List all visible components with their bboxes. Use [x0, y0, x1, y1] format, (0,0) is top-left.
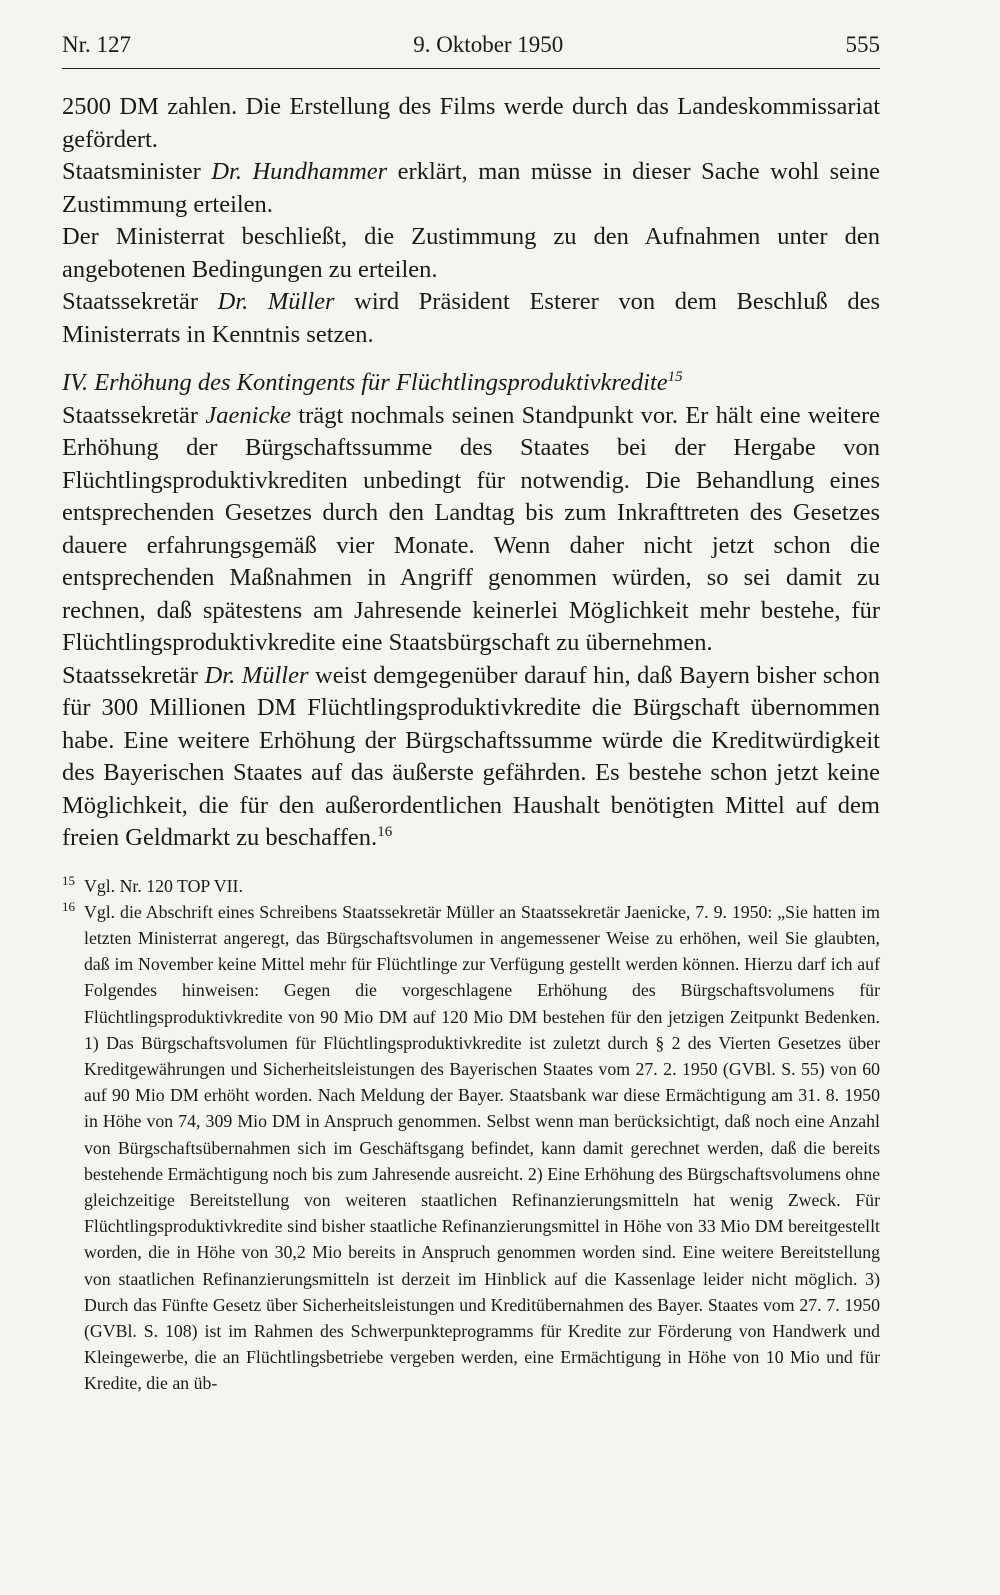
- footnote-ref-16: 16: [377, 823, 393, 840]
- speaker-name: Dr. Müller: [204, 661, 309, 689]
- paragraph-5-post: trägt nochmals seinen Standpunkt vor. Er hält eine weitere Erhöhung der Bürgschaftssumme des Staates bei der Hergabe von Flüchtlingsproduktivkrediten unbedingt für notwendig. Die Behandlung eines entsprechenden Gesetzes durch den Landtag bis zum Inkrafttreten des Gesetzes dauere erfahrungsgemäß vier Monate. Wenn daher nicht jetzt schon die entsprechenden Maßnahmen in Angriff genommen würden, so sei damit zu rechnen, daß spätestens am Jahresende keinerlei Möglichkeit mehr bestehe, für Flüchtlingsproduktivkredite eine Staatsbürgschaft zu übernehmen.: [62, 401, 881, 656]
- paragraph-1: 2500 DM zahlen. Die Erstellung des Films werde durch das Landeskommissariat gefördert.: [62, 93, 880, 153]
- paragraph-6-pre: Staatssekretär: [62, 661, 205, 689]
- footnote-text: Vgl. die Abschrift eines Schreibens Staatssekretär Müller an Staatssekretär Jaenicke, 7. 9. 1950: „Sie hatten im letzten Ministerrat angeregt, das Bürgschaftsvolumen in angemessener Weise zu erhöhen, weil Sie glaubten, daß im November keine Mittel mehr für Flüchtlinge zur Verfügung gestellt werden können. Hierzu darf ich auf Folgendes hinweisen: Gegen die vorgeschlagene Erhöhung des Bürgschaftsvolumens für Flüchtlingsproduktivkredite von 90 Mio DM auf 120 Mio DM bestehen für den jetzigen Zeitpunkt Bedenken. 1) Das Bürgschaftsvolumen für Flüchtlingsproduktivkredite ist zuletzt durch § 2 des Vierten Gesetzes über Kreditgewährungen und Sicherheitsleistungen des Bayerischen Staates vom 27. 2. 1950 (GVBl. S. 55) von 60 auf 90 Mio DM erhöht worden. Nach Meldung der Bayer. Staatsbank war diese Ermächtigung am 31. 8. 1950 in Höhe von 74, 309 Mio DM in Anspruch genommen. Selbst wenn man berücksichtigt, daß noch eine Anzahl von Bürgschaftsübernahmen sich im Geschäftsgang befindet, kann damit gerechnet werden, daß die bereits bestehende Ermächtigung noch bis zum Jahresende ausreicht. 2) Eine Erhöhung des Bürgschaftsvolumens ohne gleichzeitige Bereitstellung von weiteren staatlichen Refinanzierungsmitteln hat wenig Zweck. Für Flüchtlingsproduktivkredite sind bisher staatliche Refinanzierungsmittel in Höhe von 33 Mio DM bereitgestellt worden, die in Höhe von 30,2 Mio bereits in Anspruch genommen worden sind. Eine weitere Bereitstellung von staatlichen Refinanzierungsmitteln ist derzeit im Hinblick auf die Kassenlage leider nicht möglich. 3) Durch das Fünfte Gesetz über Sicherheitsleistungen und Kreditübernahmen des Bayer. Staates vom 27. 7. 1950 (GVBl. S. 108) ist im Rahmen des Schwerpunkteprogramms für Kredite zur Förderung von Handwerk und Kleingewerbe, die an Flüchtlingsbetriebe vergeben werden, eine Ermächtigung in Höhe von 10 Mio und für Kredite, die an üb-: [84, 901, 880, 1394]
- footnote-number: 15: [62, 872, 75, 888]
- main-text: [62, 91, 880, 855]
- speaker-name: Dr. Müller: [217, 288, 335, 315]
- paragraph-6-post: weist demgegenüber darauf hin, daß Bayern bisher schon für 300 Millionen DM Flüchtlingsproduktivkredite die Bürgschaft übernommen habe. Eine weitere Erhöhung der Bürgschaftssumme würde die Kreditwürdigkeit des Bayerischen Staates auf das äußerste gefährden. Es bestehe schon jetzt keine Möglichkeit, die für den außerordentlichen Haushalt benötigten Mittel auf dem freien Geldmarkt zu beschaffen.: [62, 661, 880, 851]
- paragraph-4: [62, 286, 880, 351]
- footnote-16: [62, 899, 880, 1397]
- paragraph-2-pre: Staatsminister: [62, 158, 212, 185]
- paragraph-4-pre: Staatssekretär: [62, 288, 218, 315]
- paragraph-4-post: wird Präsident Esterer von dem Beschluß des Ministerrats in Kenntnis setzen.: [62, 288, 880, 348]
- running-head: [62, 30, 880, 69]
- footnotes: [62, 873, 880, 1397]
- paragraph-2: [62, 156, 880, 221]
- paragraph-3: Der Ministerrat beschließt, die Zustimmung zu den Aufnahmen unter den angebotenen Bedingungen zu erteilen.: [62, 223, 880, 283]
- speaker-name: Jaenicke: [205, 401, 292, 429]
- footnote-number: 16: [62, 898, 75, 914]
- protocol-number: Nr. 127: [62, 32, 131, 57]
- footnote-15: [62, 873, 880, 899]
- paragraph-5-pre: Staatssekretär: [62, 401, 206, 429]
- page-number: 555: [845, 32, 880, 57]
- speaker-name: Dr. Hundhammer: [211, 158, 388, 185]
- paragraph-2-post: erklärt, man müsse in dieser Sache wohl seine Zustimmung erteilen.: [62, 158, 880, 218]
- page: [62, 30, 880, 1397]
- agenda-item-heading: [62, 367, 880, 400]
- paragraph-6: [62, 660, 880, 855]
- footnote-text: Vgl. Nr. 120 TOP VII.: [84, 875, 243, 896]
- footnote-ref-15: 15: [667, 368, 683, 385]
- paragraph-5: [62, 400, 880, 660]
- agenda-item-title: IV. Erhöhung des Kontingents für Flüchtlingsproduktivkredite: [62, 369, 668, 396]
- session-date: 9. Oktober 1950: [413, 32, 564, 57]
